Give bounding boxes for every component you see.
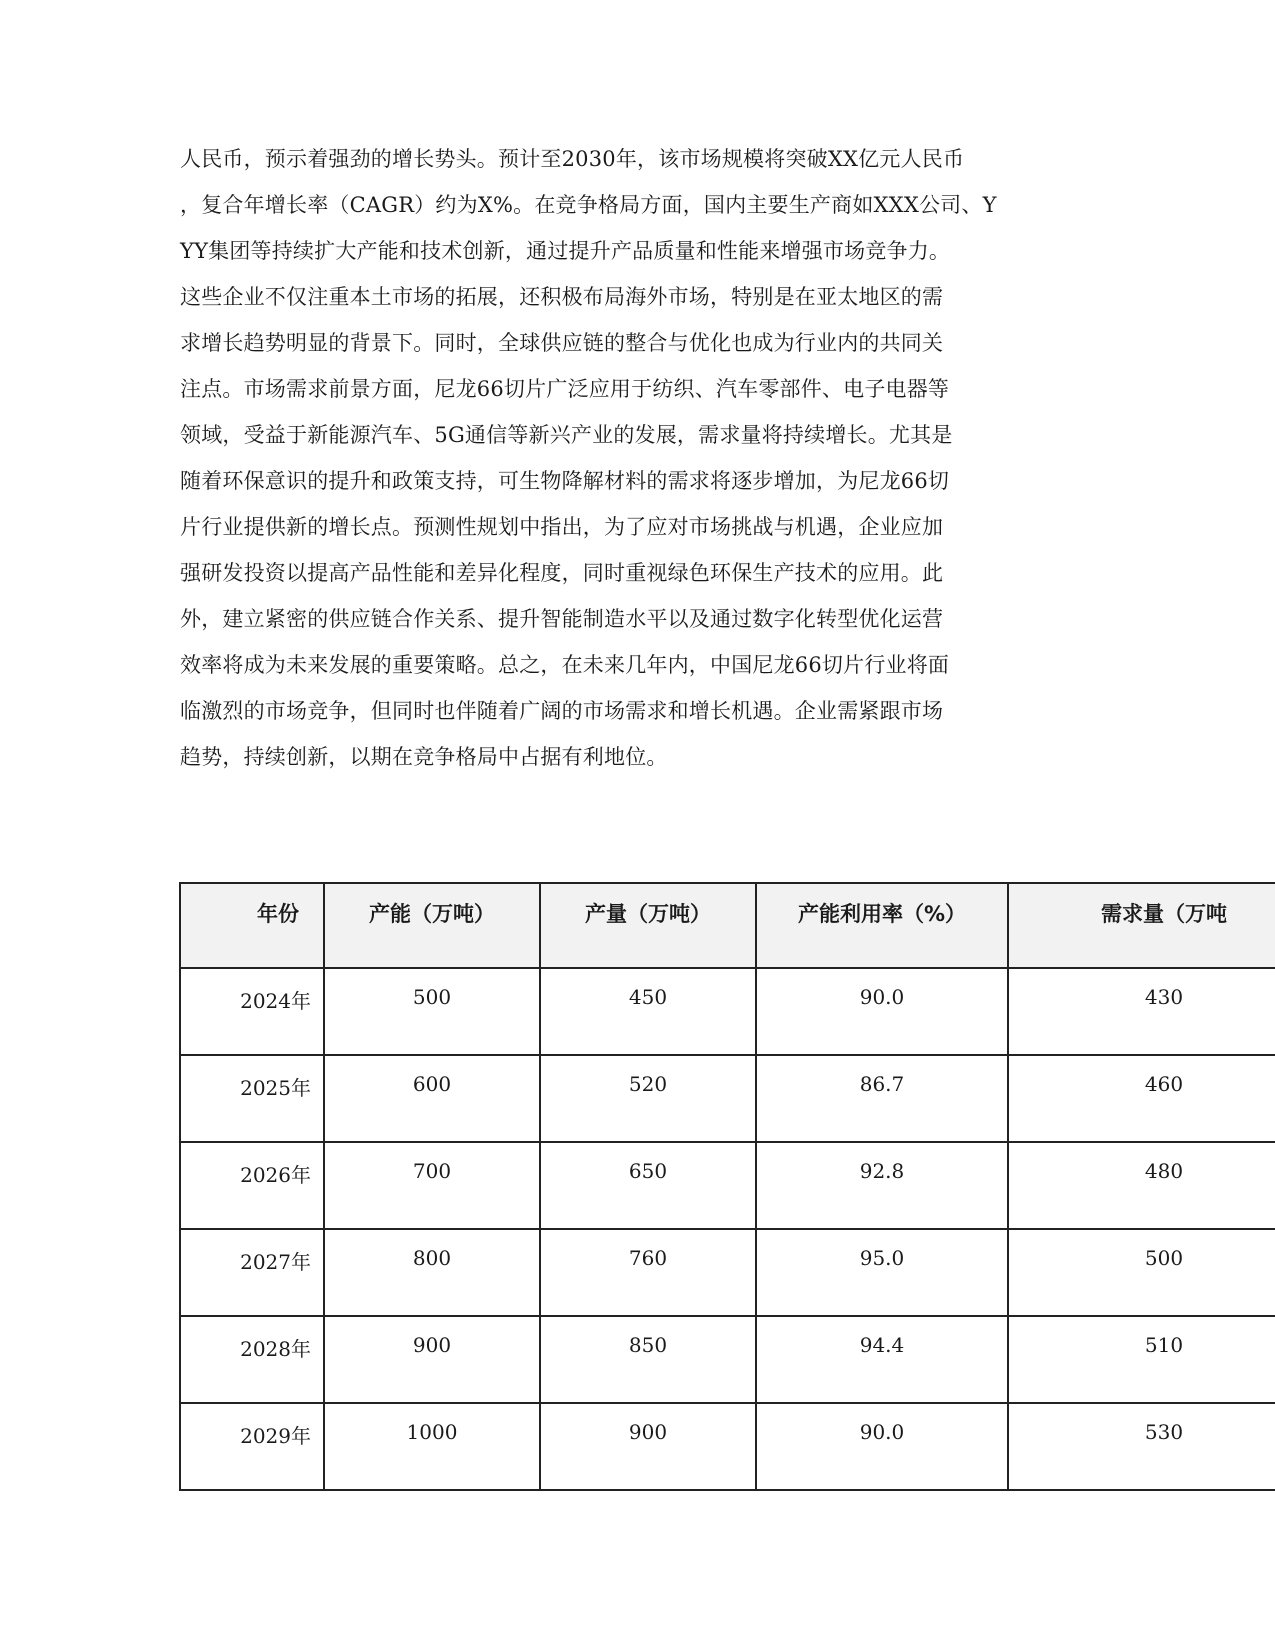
text-line: 领域，受益于新能源汽车、5G通信等新兴产业的发展，需求量将持续增长。尤其是	[180, 423, 953, 447]
header-output: 产量（万吨）	[540, 883, 756, 968]
cell-year: 2028年	[180, 1316, 324, 1403]
cell-capacity: 600	[324, 1055, 540, 1142]
table-row	[180, 1229, 1275, 1316]
text-line: 强研发投资以提高产品性能和差异化程度，同时重视绿色环保生产技术的应用。此	[180, 561, 944, 585]
table-row	[180, 1055, 1275, 1142]
cell-demand: 480	[1008, 1142, 1275, 1229]
cell-output: 520	[540, 1055, 756, 1142]
table-row	[180, 968, 1275, 1055]
cell-utilization: 90.0	[756, 1403, 1008, 1490]
cell-utilization: 86.7	[756, 1055, 1008, 1142]
data-table-container	[179, 882, 1275, 1491]
cell-capacity: 500	[324, 968, 540, 1055]
cell-utilization: 95.0	[756, 1229, 1008, 1316]
cell-output: 850	[540, 1316, 756, 1403]
cell-output: 900	[540, 1403, 756, 1490]
header-capacity: 产能（万吨）	[324, 883, 540, 968]
table-row	[180, 1403, 1275, 1490]
text-line: 效率将成为未来发展的重要策略。总之，在未来几年内，中国尼龙66切片行业将面	[180, 653, 950, 677]
capacity-demand-table	[179, 882, 1275, 1491]
cell-utilization: 92.8	[756, 1142, 1008, 1229]
header-utilization: 产能利用率（%）	[756, 883, 1008, 968]
table-header-row	[180, 883, 1275, 968]
text-line: 外，建立紧密的供应链合作关系、提升智能制造水平以及通过数字化转型优化运营	[180, 607, 944, 631]
text-line: 这些企业不仅注重本土市场的拓展，还积极布局海外市场，特别是在亚太地区的需	[180, 285, 944, 309]
cell-capacity: 1000	[324, 1403, 540, 1490]
cell-demand: 460	[1008, 1055, 1275, 1142]
cell-year: 2024年	[180, 968, 324, 1055]
cell-demand: 430	[1008, 968, 1275, 1055]
cell-year: 2029年	[180, 1403, 324, 1490]
text-line: 求增长趋势明显的背景下。同时，全球供应链的整合与优化也成为行业内的共同关	[180, 331, 944, 355]
cell-utilization: 90.0	[756, 968, 1008, 1055]
cell-output: 450	[540, 968, 756, 1055]
cell-output: 650	[540, 1142, 756, 1229]
header-year: 年份	[180, 883, 324, 968]
table-row	[180, 1142, 1275, 1229]
cell-demand: 510	[1008, 1316, 1275, 1403]
cell-capacity: 800	[324, 1229, 540, 1316]
cell-capacity: 700	[324, 1142, 540, 1229]
text-line: 随着环保意识的提升和政策支持，可生物降解材料的需求将逐步增加，为尼龙66切	[180, 469, 950, 493]
cell-output: 760	[540, 1229, 756, 1316]
cell-utilization: 94.4	[756, 1316, 1008, 1403]
cell-capacity: 900	[324, 1316, 540, 1403]
cell-demand: 500	[1008, 1229, 1275, 1316]
table-row	[180, 1316, 1275, 1403]
text-line: 注点。市场需求前景方面，尼龙66切片广泛应用于纺织、汽车零部件、电子电器等	[180, 377, 950, 401]
text-line: 趋势，持续创新，以期在竞争格局中占据有利地位。	[180, 745, 668, 769]
text-line: 人民币，预示着强劲的增长势头。预计至2030年，该市场规模将突破XX亿元人民币	[180, 147, 965, 171]
cell-year: 2027年	[180, 1229, 324, 1316]
cell-year: 2025年	[180, 1055, 324, 1142]
text-line: YY集团等持续扩大产能和技术创新，通过提升产品质量和性能来增强市场竞争力。	[180, 239, 951, 263]
text-line: 片行业提供新的增长点。预测性规划中指出，为了应对市场挑战与机遇，企业应加	[180, 515, 944, 539]
body-paragraph	[180, 139, 1040, 783]
text-line: 临激烈的市场竞争，但同时也伴随着广阔的市场需求和增长机遇。企业需紧跟市场	[180, 699, 944, 723]
cell-year: 2026年	[180, 1142, 324, 1229]
cell-demand: 530	[1008, 1403, 1275, 1490]
text-line: ，复合年增长率（CAGR）约为X%。在竞争格局方面，国内主要生产商如XXX公司、Y	[180, 193, 997, 217]
header-demand: 需求量（万吨	[1008, 883, 1275, 968]
